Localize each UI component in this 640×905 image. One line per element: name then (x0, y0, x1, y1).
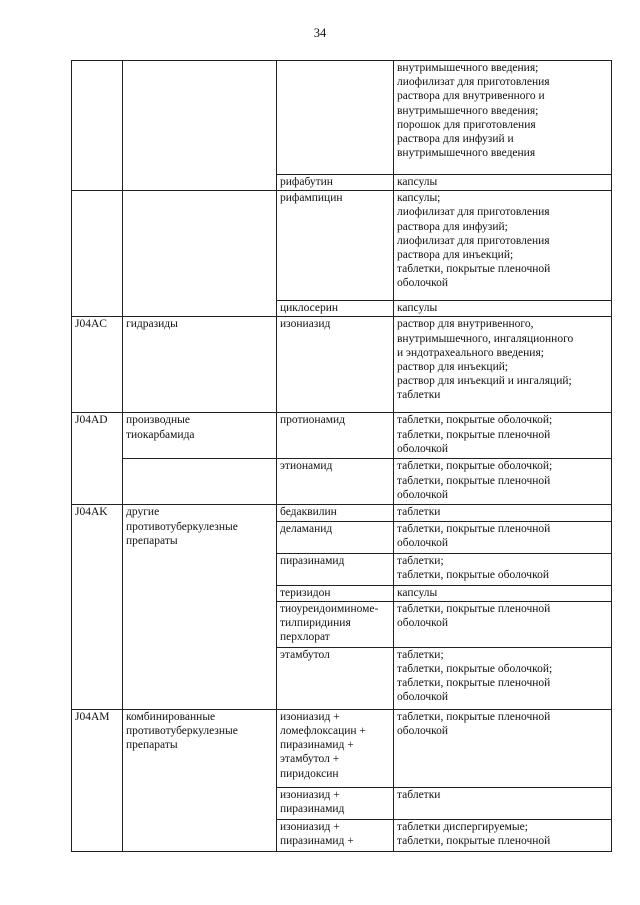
drug-name-cell: протионамид (277, 413, 394, 459)
drug-name-cell: изониазид + пиразинамид + (277, 819, 394, 851)
table-row (72, 317, 612, 413)
drug-name-cell: этионамид (277, 459, 394, 505)
dosage-forms-cell: капсулы (394, 175, 612, 191)
table-row (72, 505, 612, 521)
drug-name-cell (277, 61, 394, 175)
table-row (72, 709, 612, 787)
table-row (72, 413, 612, 459)
drug-name-cell: деламанид (277, 521, 394, 553)
group-name-cell: гидразиды (123, 317, 277, 413)
drug-name-cell: изониазид + ломефлоксацин + пиразинамид + этамбутол + пиридоксин (277, 709, 394, 787)
atc-code-cell: J04AM (72, 709, 123, 851)
dosage-forms-cell: капсулы (394, 585, 612, 601)
drug-name-cell: циклосерин (277, 301, 394, 317)
group-name-cell: производные тиокарбамида (123, 413, 277, 459)
dosage-forms-cell: таблетки (394, 505, 612, 521)
atc-code-cell: J04AD (72, 413, 123, 505)
dosage-forms-cell: внутримышечного введения; лиофилизат для приготовления раствора для внутривенного и внутримышечного введения; порошок для приготовления раствора для инфузий и внутримышечного введения (394, 61, 612, 175)
drug-name-cell: тиоуреидоиминоме- тилпиридиния перхлорат (277, 601, 394, 647)
dosage-forms-cell: раствор для внутривенного, внутримышечного, ингаляционного и эндотрахеального введения; раствор для инъекций; раствор для инъекций и ингаляций; таблетки (394, 317, 612, 413)
dosage-forms-cell: таблетки, покрытые пленочной оболочкой (394, 709, 612, 787)
group-name-cell (123, 459, 277, 505)
table-row (72, 61, 612, 175)
atc-code-cell: J04AK (72, 505, 123, 709)
dosage-forms-cell: таблетки; таблетки, покрытые оболочкой; таблетки, покрытые пленочной оболочкой (394, 647, 612, 709)
dosage-forms-cell: капсулы (394, 301, 612, 317)
dosage-forms-cell: таблетки (394, 787, 612, 819)
atc-code-cell: J04AC (72, 317, 123, 413)
dosage-forms-cell: таблетки, покрытые пленочной оболочкой (394, 601, 612, 647)
atc-code-cell (72, 191, 123, 317)
atc-code-cell (72, 61, 123, 191)
drug-name-cell: рифабутин (277, 175, 394, 191)
drug-table (71, 60, 612, 852)
drug-name-cell: рифампицин (277, 191, 394, 301)
dosage-forms-cell: капсулы; лиофилизат для приготовления раствора для инфузий; лиофилизат для приготовления раствора для инъекций; таблетки, покрытые пленочной оболочкой (394, 191, 612, 301)
drug-name-cell: этамбутол (277, 647, 394, 709)
group-name-cell: другие противотуберкулезные препараты (123, 505, 277, 709)
dosage-forms-cell: таблетки диспергируемые; таблетки, покрытые пленочной (394, 819, 612, 851)
group-name-cell: комбинированные противотуберкулезные препараты (123, 709, 277, 851)
dosage-forms-cell: таблетки, покрытые оболочкой; таблетки, покрытые пленочной оболочкой (394, 413, 612, 459)
group-name-cell (123, 61, 277, 191)
dosage-forms-cell: таблетки, покрытые пленочной оболочкой (394, 521, 612, 553)
table-row (72, 459, 612, 505)
table-row (72, 191, 612, 301)
drug-name-cell: изониазид (277, 317, 394, 413)
drug-name-cell: бедаквилин (277, 505, 394, 521)
drug-name-cell: пиразинамид (277, 553, 394, 585)
group-name-cell (123, 191, 277, 317)
dosage-forms-cell: таблетки, покрытые оболочкой; таблетки, покрытые пленочной оболочкой (394, 459, 612, 505)
drug-name-cell: теризидон (277, 585, 394, 601)
page-number: 34 (313, 26, 327, 40)
dosage-forms-cell: таблетки; таблетки, покрытые оболочкой (394, 553, 612, 585)
drug-name-cell: изониазид + пиразинамид (277, 787, 394, 819)
